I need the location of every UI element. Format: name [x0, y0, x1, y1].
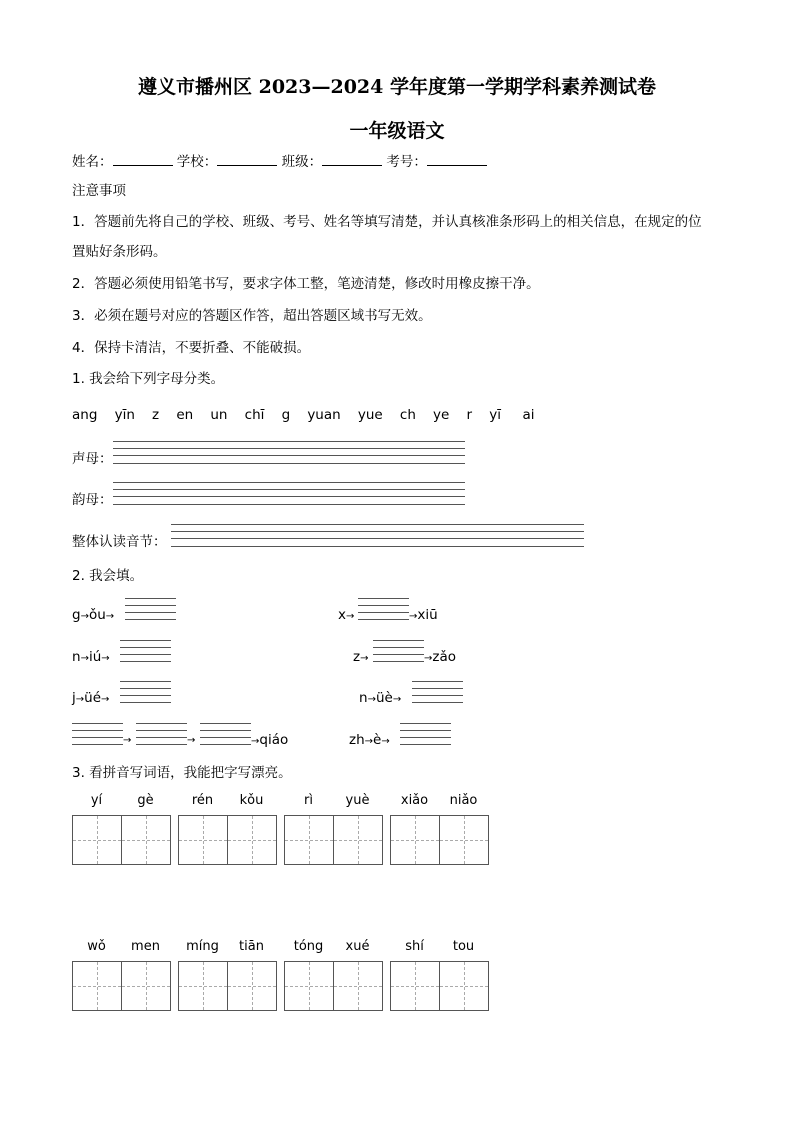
- letter-item: ai: [522, 407, 535, 423]
- fill-mid: è: [373, 732, 382, 748]
- tian-grid[interactable]: [284, 815, 333, 865]
- fill-blank[interactable]: [72, 723, 123, 745]
- tian-grid[interactable]: [72, 961, 121, 1011]
- note-item: 3．必须在题号对应的答题区作答，超出答题区域书写无效。: [72, 308, 432, 324]
- fill-start: zh: [349, 732, 365, 748]
- tian-grid[interactable]: [390, 961, 439, 1011]
- arrow-icon: →: [80, 611, 89, 622]
- pinyin-label: wǒ: [87, 939, 106, 954]
- pinyin-label: xué: [345, 939, 370, 954]
- char-cell[interactable]: [284, 793, 333, 865]
- finals-label: 韵母：: [72, 492, 113, 508]
- fill-blank[interactable]: [120, 640, 171, 662]
- tian-grid[interactable]: [390, 815, 439, 865]
- tian-grid[interactable]: [284, 961, 333, 1011]
- fill-row-left-4: [251, 734, 288, 748]
- letter-item: yuan: [307, 407, 341, 423]
- letter-item: yīn: [114, 407, 135, 423]
- fill-row-right-1: [338, 609, 354, 623]
- word-box-group: [390, 793, 488, 865]
- tian-grid[interactable]: [439, 815, 489, 865]
- word-box-group: [72, 939, 170, 1011]
- char-cell[interactable]: [178, 793, 227, 865]
- arrow-icon: →: [105, 611, 115, 622]
- tian-grid[interactable]: [227, 815, 277, 865]
- letter-item: yī: [489, 407, 501, 423]
- letter-item: un: [210, 407, 228, 423]
- pinyin-label: rì: [304, 793, 313, 808]
- tian-grid[interactable]: [439, 961, 489, 1011]
- q1-letter-list: [72, 409, 535, 423]
- page-subtitle: 一年级语文: [349, 120, 445, 142]
- tian-grid[interactable]: [72, 815, 121, 865]
- tian-grid[interactable]: [178, 961, 227, 1011]
- word-box-group: [390, 939, 488, 1011]
- pinyin-label: tóng: [293, 939, 324, 954]
- tian-grid[interactable]: [178, 815, 227, 865]
- fill-mid: üè: [375, 690, 393, 706]
- tian-grid[interactable]: [227, 961, 277, 1011]
- arrow-icon: →: [360, 653, 369, 664]
- char-cell[interactable]: [390, 939, 439, 1011]
- fill-start: j: [72, 690, 76, 706]
- pinyin-label: shí: [405, 939, 424, 954]
- name-label: 姓名：: [72, 154, 113, 170]
- arrow-icon: →: [123, 735, 132, 746]
- pinyin-label: míng: [186, 939, 219, 954]
- fill-mid: ǒu: [88, 607, 106, 623]
- char-cell[interactable]: [227, 793, 276, 865]
- char-cell[interactable]: [390, 793, 439, 865]
- arrow-icon: →: [101, 694, 110, 705]
- char-cell[interactable]: [178, 939, 227, 1011]
- word-box-group: [178, 939, 276, 1011]
- q2-title: 2. 我会填。: [72, 568, 144, 584]
- fill-row-right-2-end: [424, 651, 456, 665]
- pinyin-label: rén: [191, 793, 214, 808]
- class-blank[interactable]: [322, 153, 382, 166]
- char-cell[interactable]: [333, 793, 382, 865]
- arrow-icon: →: [381, 736, 390, 747]
- fill-blank[interactable]: [400, 723, 451, 745]
- char-cell[interactable]: [284, 939, 333, 1011]
- initials-label: 声母：: [72, 451, 113, 467]
- word-box-group: [72, 793, 170, 865]
- fill-row-right-1-end: [409, 609, 438, 623]
- q3-title: 3. 看拼音写词语，我能把字写漂亮。: [72, 765, 292, 781]
- arrow-icon: →: [392, 694, 402, 705]
- char-cell[interactable]: [121, 939, 170, 1011]
- fill-blank[interactable]: [358, 598, 409, 620]
- note-item: 4．保持卡清洁，不要折叠、不能破损。: [72, 340, 311, 356]
- word-box-group: [284, 793, 382, 865]
- arrow-icon: →: [364, 736, 374, 747]
- note-item: 置贴好条形码。: [72, 244, 167, 260]
- fill-blank[interactable]: [200, 723, 251, 745]
- fill-start: z: [353, 649, 361, 665]
- pinyin-label: niǎo: [449, 793, 478, 808]
- note-item: 1．答题前先将自己的学校、班级、考号、姓名等填写清楚，并认真核准条形码上的相关信息，在规定的位: [72, 214, 702, 230]
- school-blank[interactable]: [217, 153, 277, 166]
- letter-item: en: [176, 407, 194, 423]
- fill-blank[interactable]: [120, 681, 171, 703]
- char-cell[interactable]: [72, 793, 121, 865]
- arrow-icon: →: [251, 736, 260, 747]
- fill-start: n: [72, 649, 81, 665]
- fill-row-right-4: [349, 734, 390, 748]
- arrow-icon: →: [80, 653, 89, 664]
- pinyin-label: tiān: [239, 939, 264, 954]
- fill-mid: üé: [84, 690, 102, 706]
- char-cell[interactable]: [227, 939, 276, 1011]
- pinyin-label: kǒu: [239, 793, 264, 808]
- tian-grid[interactable]: [121, 961, 171, 1011]
- fill-blank[interactable]: [373, 640, 424, 662]
- fill-end: xiū: [417, 607, 438, 623]
- arrow-icon: →: [409, 611, 418, 622]
- page-title: 遵义市播州区 2023—2024 学年度第一学期学科素养测试卷: [138, 76, 656, 98]
- fill-row-right-2: [353, 651, 368, 665]
- letter-item: ye: [433, 407, 450, 423]
- fill-row-right-3: [359, 692, 401, 706]
- letter-item: chī: [244, 407, 265, 423]
- letter-item: r: [466, 407, 473, 423]
- fill-blank[interactable]: [136, 723, 187, 745]
- char-cell[interactable]: [439, 793, 488, 865]
- arrow-icon: →: [187, 735, 196, 746]
- whole-syllables-label: 整体认读音节：: [72, 534, 167, 550]
- arrow-icon: →: [424, 653, 433, 664]
- note-item: 2．答题必须使用铅笔书写，要求字体工整，笔迹清楚，修改时用橡皮擦干净。: [72, 276, 540, 292]
- word-box-group: [284, 939, 382, 1011]
- letter-item: z: [152, 407, 160, 423]
- letter-item: ang: [72, 407, 98, 423]
- initials-writing-lines[interactable]: [113, 441, 465, 465]
- arrow-icon: →: [346, 611, 355, 622]
- char-cell[interactable]: [72, 939, 121, 1011]
- whole-syllables-writing-lines[interactable]: [171, 524, 584, 548]
- letter-item: yue: [357, 407, 383, 423]
- student-info-row: [72, 153, 487, 170]
- pinyin-label: men: [131, 939, 160, 954]
- exam-no-blank[interactable]: [427, 153, 487, 166]
- pinyin-label: xiǎo: [400, 793, 429, 808]
- letter-item: g: [281, 407, 291, 423]
- word-box-group: [178, 793, 276, 865]
- q1-title: 1. 我会给下列字母分类。: [72, 371, 225, 387]
- fill-row-left-2: [72, 651, 110, 665]
- name-blank[interactable]: [113, 153, 173, 166]
- pinyin-label: yí: [90, 793, 103, 808]
- finals-writing-lines[interactable]: [113, 482, 465, 506]
- fill-start: n: [359, 690, 368, 706]
- arrow-icon: →: [101, 653, 110, 664]
- pinyin-label: gè: [137, 793, 154, 808]
- tian-grid[interactable]: [333, 815, 383, 865]
- tian-grid[interactable]: [333, 961, 383, 1011]
- fill-mid: iú: [88, 649, 102, 665]
- fill-end: qiáo: [259, 732, 289, 748]
- tian-grid[interactable]: [121, 815, 171, 865]
- pinyin-label: tou: [452, 939, 475, 954]
- fill-blank[interactable]: [125, 598, 176, 620]
- fill-start: x: [338, 607, 346, 623]
- arrow-icon: →: [367, 694, 376, 705]
- arrow-icon: →: [75, 694, 85, 705]
- fill-blank[interactable]: [412, 681, 463, 703]
- fill-end: zǎo: [432, 649, 457, 665]
- fill-start: g: [72, 607, 81, 623]
- char-cell[interactable]: [439, 939, 488, 1011]
- fill-row-left-3: [72, 692, 109, 706]
- char-cell[interactable]: [121, 793, 170, 865]
- exam-no-label: 考号：: [386, 154, 427, 170]
- fill-row-left-1: [72, 609, 114, 623]
- notes-heading: 注意事项: [72, 183, 126, 199]
- school-label: 学校：: [176, 154, 218, 170]
- class-label: 班级：: [281, 154, 323, 170]
- pinyin-label: yuè: [345, 793, 370, 808]
- letter-item: ch: [399, 407, 416, 423]
- char-cell[interactable]: [333, 939, 382, 1011]
